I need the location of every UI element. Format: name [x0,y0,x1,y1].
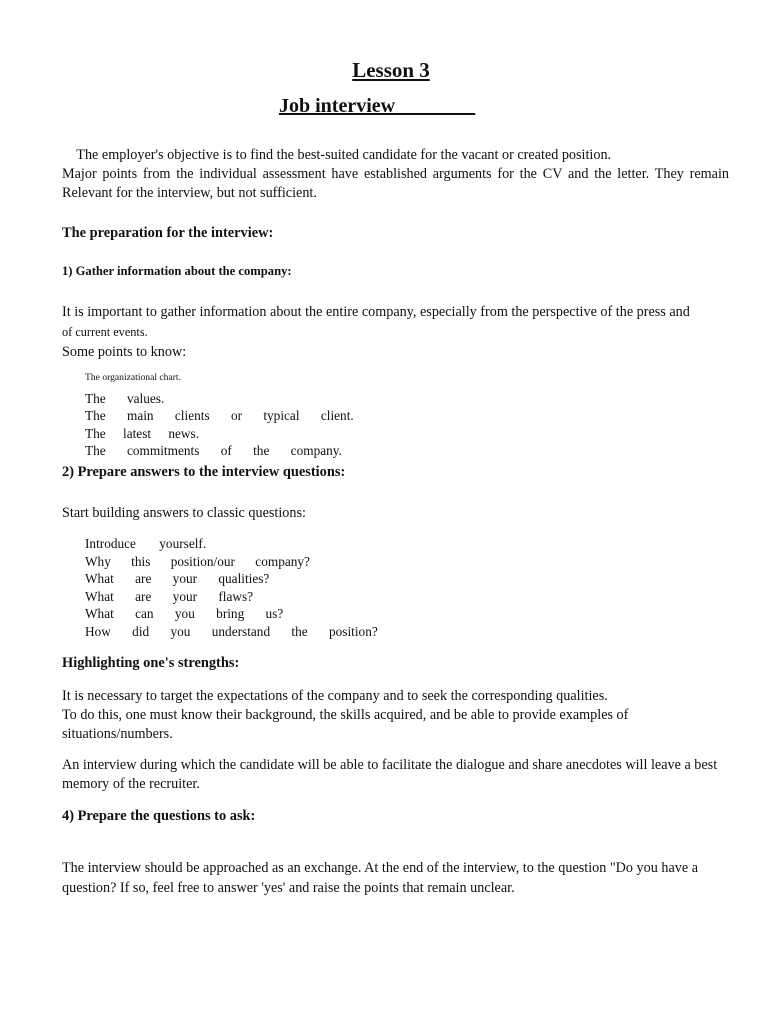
list-item: The organizational chart. [85,372,181,383]
intro-line-1 [62,146,729,165]
list-item: How did you understand the position? [85,623,378,639]
step2-heading: 2) Prepare answers to the interview questions: [62,464,346,480]
list-item: What are your qualities? [85,571,270,587]
lesson-title: Lesson 3 [352,58,430,82]
strengths-paragraph-2: An interview during which the candidate will be able to facilitate the dialogue and share anecdotes will leave a best memory of the recruiter. [62,757,718,792]
strengths-heading: Highlighting one's strengths: [62,655,240,671]
step1-heading: 1) Gather information about the company: [62,264,292,278]
intro-line-2: Major points from the individual assessment have established arguments for the CV and the letter. They remain Relevant for the interview, but not sufficient. [62,166,729,201]
section-heading-preparation: The preparation for the interview: [62,225,274,241]
questions-list [85,535,378,641]
list-item: What are your flaws? [85,588,254,604]
step4-heading: 4) Prepare the questions to ask: [62,808,256,824]
intro-line-1-text: The employer's objective is to find the best-suited candidate for the vacant or created position. [76,147,612,163]
list-item: The main clients or typical client. [85,408,354,424]
list-item: Why this position/our company? [85,553,310,569]
step1-paragraph-a: It is important to gather information about the entire company, especially from the perspective of the press and [62,304,690,320]
points-list [85,369,354,460]
page-title-text: Job interview [279,95,396,117]
list-item: The latest news. [85,425,200,441]
list-item: Introduce yourself. [85,536,207,551]
strengths-line-1: It is necessary to target the expectations of the company and to seek the corresponding qualities. [62,688,608,704]
list-item: The commitments of the company. [85,443,342,459]
strengths-line-2: To do this, one must know their background, the skills acquired, and be able to provide examples of situations/numbers. [62,707,629,742]
step2-intro: Start building answers to classic questions: [62,505,306,521]
list-item: What can you bring us? [85,606,284,622]
points-intro: Some points to know: [62,344,187,360]
page-title [279,95,475,118]
step1-paragraph-b: of current events. [62,325,148,339]
title-underline-trail: ________ [395,95,476,117]
checkbox-icon [62,146,73,165]
list-item: The values. [85,390,165,406]
step4-paragraph: The interview should be approached as an exchange. At the end of the interview, to the question "Do you have a question? If so, feel free to answer 'yes' and raise the points that remain unclear. [62,860,699,896]
